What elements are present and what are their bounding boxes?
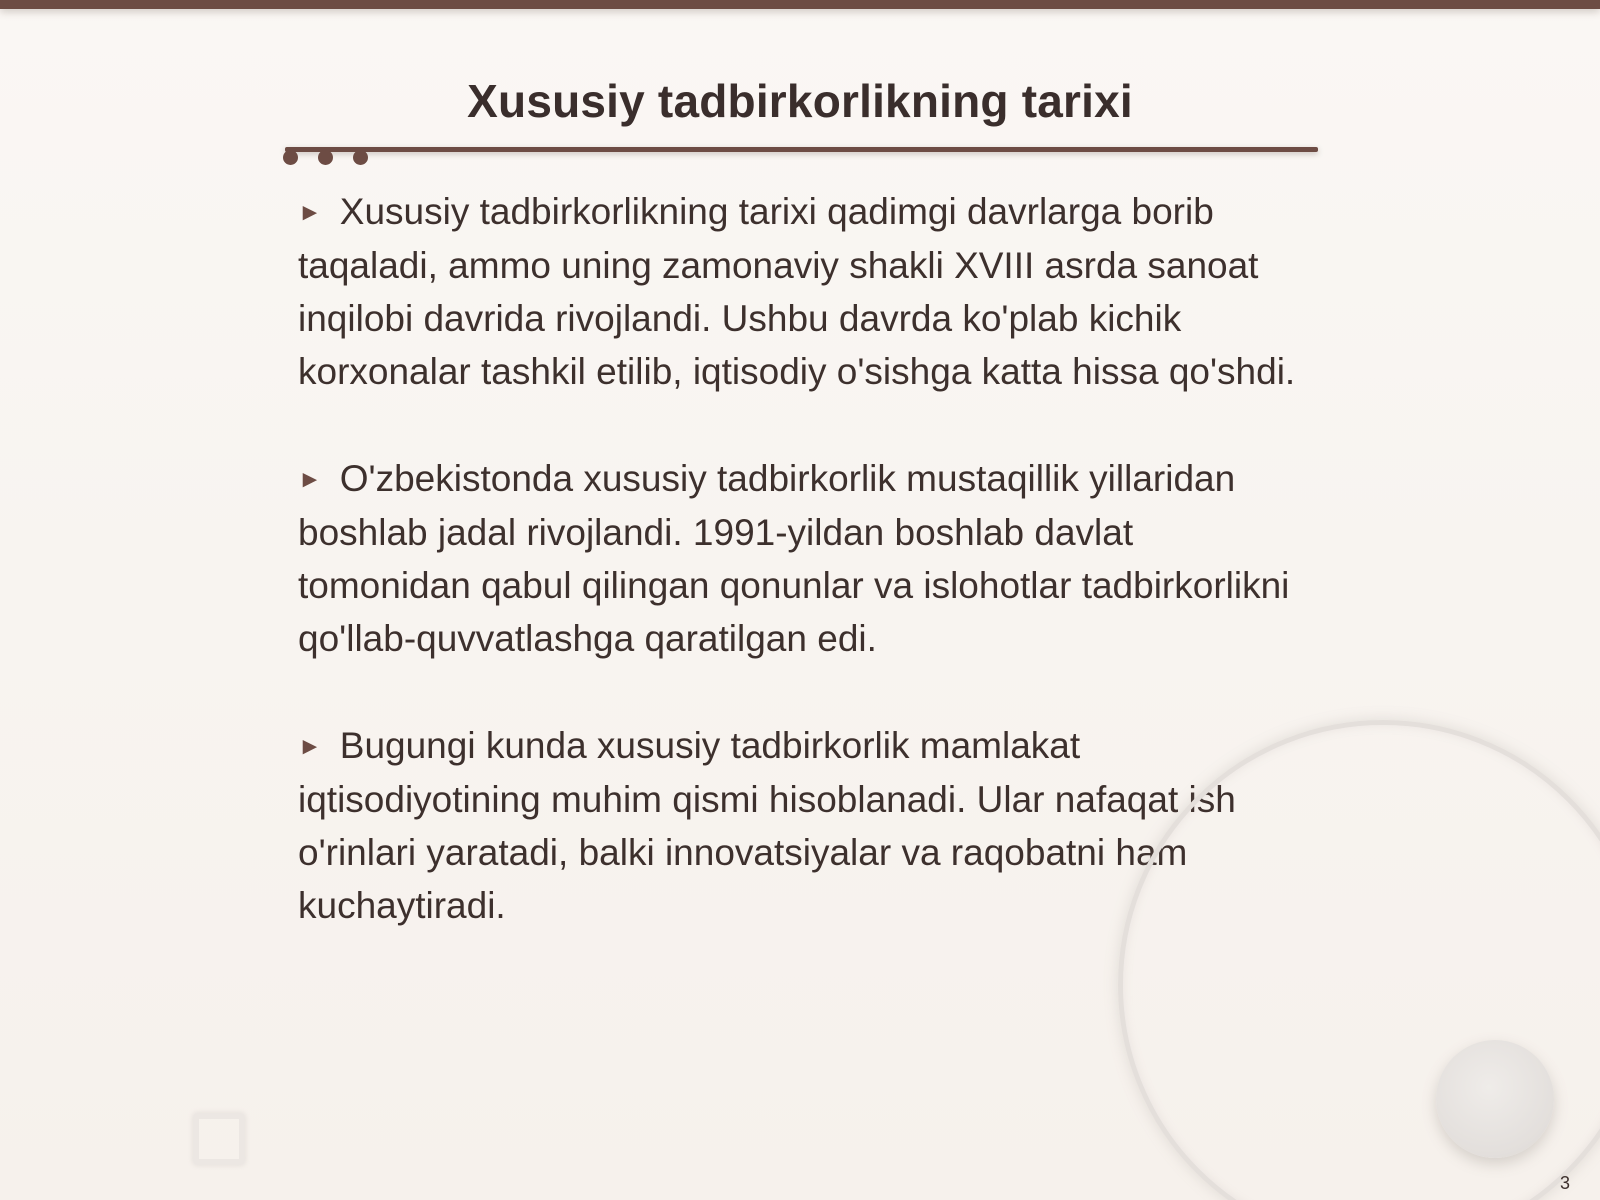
paragraph-text: Bugungi kunda xususiy tadbirkorlik mamlakat iqtisodiyotining muhim qismi hisoblanadi. Ular nafaqat ish o'rinlari yaratadi, balki innovatsiyalar va raqobatni ham kuchaytiradi. <box>298 725 1236 926</box>
slide-title: Xususiy tadbirkorlikning tarixi <box>467 75 1133 127</box>
bullet-arrow-icon: ► <box>298 733 322 760</box>
decorative-dot <box>353 150 368 165</box>
paragraph-text: Xususiy tadbirkorlikning tarixi qadimgi davrlarga borib taqaladi, ammo uning zamonaviy shakli XVIII asrda sanoat inqilobi davrida rivojlandi. Ushbu davrda ko'plab kichik korxonalar tashkil etilib, iqtisodiy o'sishga katta hissa qo'shdi. <box>298 191 1296 392</box>
page-number: 3 <box>1559 1173 1570 1193</box>
decorative-dot <box>318 150 333 165</box>
paragraph-text: O'zbekistonda xususiy tadbirkorlik mustaqillik yillaridan boshlab jadal rivojlandi. 1991-yildan boshlab davlat tomonidan qabul qilingan qonunlar va islohotlar tadbirkorlikni qo'llab-quvvatlashga qaratilgan edi. <box>298 458 1290 659</box>
decorative-disc <box>1436 1040 1554 1158</box>
decorative-square <box>193 1113 245 1165</box>
bullet-paragraph-2 <box>298 452 1308 665</box>
title-underline <box>285 147 1318 152</box>
decorative-dot <box>283 150 298 165</box>
bullet-arrow-icon: ► <box>298 199 322 226</box>
top-accent-bar <box>0 0 1600 9</box>
bullet-paragraph-1 <box>298 185 1308 398</box>
bullet-arrow-icon: ► <box>298 466 322 493</box>
